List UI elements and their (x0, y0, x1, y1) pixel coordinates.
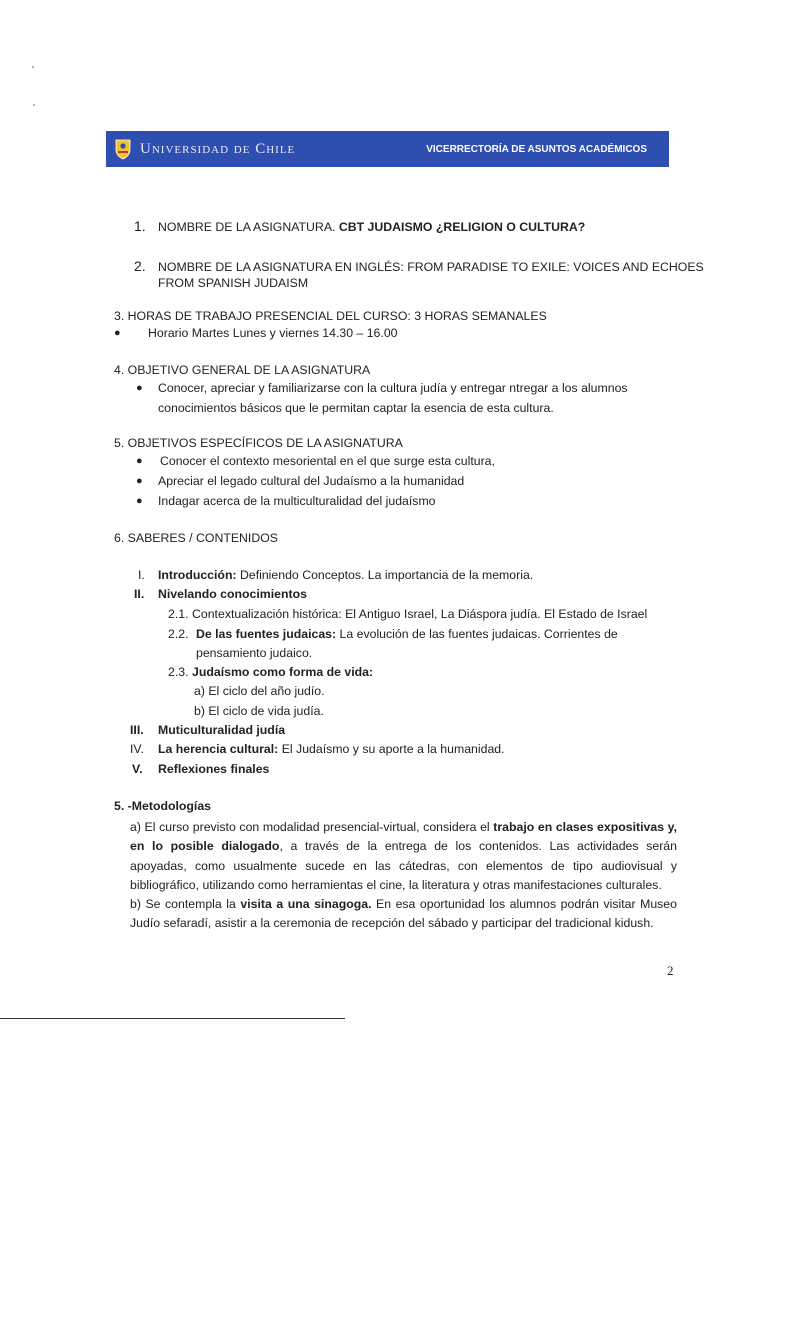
paragraph-text: En esa oportunidad los alumnos podrán visitar Museo Judío sefaradí, asistir a la ceremonia de recepción del sábado y participar del tradicional kidush. (130, 897, 677, 931)
roman-numeral: III. (130, 723, 144, 737)
office-name: VICERRECTORÍA DE ASUNTOS ACADÉMICOS (426, 143, 647, 155)
content-heading: Muticulturalidad judía (158, 723, 286, 737)
subitem-number: 2.2. (168, 627, 189, 641)
content-item-v (132, 761, 269, 778)
section-1 (134, 218, 585, 236)
scan-speck (32, 66, 34, 68)
content-item-i (138, 567, 533, 584)
page-number: 2 (667, 963, 674, 978)
section-number: 1. (134, 218, 146, 234)
content-item-iii (130, 722, 285, 739)
course-name: CBT JUDAISMO ¿RELIGION O CULTURA? (338, 220, 586, 234)
content-text: Definiendo Conceptos. La importancia de la memoria. (236, 568, 534, 582)
content-heading: Reflexiones finales (158, 762, 270, 776)
header-brand (114, 138, 295, 160)
methodology-paragraph-b (130, 895, 677, 934)
specific-objective: Conocer el contexto mesoriental en el que surge esta cultura, (160, 454, 495, 468)
bullet-icon: ● (136, 382, 143, 394)
scan-speck (33, 104, 35, 106)
english-name-line-1: NOMBRE DE LA ASIGNATURA EN INGLÉS: FROM PARADISE TO EXILE: VOICES AND ECHOES (158, 260, 704, 274)
section-4-title: 4. OBJETIVO GENERAL DE LA ASIGNATURA (114, 363, 371, 377)
specific-objective: Indagar acerca de la multiculturalidad del judaísmo (158, 494, 436, 508)
section-label: NOMBRE DE LA ASIGNATURA. (158, 220, 336, 234)
university-crest-icon (114, 138, 132, 160)
bullet-icon: ● (136, 495, 143, 507)
subitem-heading: Judaísmo como forma de vida: (192, 665, 374, 679)
subitem-heading: De las fuentes judaicas: (196, 627, 337, 641)
section-number: 2. (134, 258, 146, 274)
bullet-icon: ● (114, 327, 121, 339)
general-objective-line-2: conocimientos básicos que le permitan captar la esencia de esta cultura. (158, 401, 554, 415)
subitem-number: 2.1. (168, 607, 189, 621)
paragraph-text: a) El curso previsto con modalidad presencial-virtual, considera el (130, 820, 494, 834)
roman-numeral: V. (132, 762, 143, 776)
content-item-iv (130, 741, 505, 758)
content-item-ii (134, 586, 307, 603)
subitem-2-2-continued: pensamiento judaico. (196, 646, 313, 660)
section-6-title: 6. SABERES / CONTENIDOS (114, 531, 278, 545)
specific-objective: Apreciar el legado cultural del Judaísmo a la humanidad (158, 474, 465, 488)
university-name: Universidad de Chile (140, 140, 296, 157)
english-name-line-2: FROM SPANISH JUDAISM (158, 276, 309, 290)
methodology-title: 5. -Metodologías (114, 799, 212, 813)
section-2 (134, 258, 704, 276)
subitem-2-2 (168, 626, 676, 643)
paragraph-emphasis: visita a una sinagoga. (240, 897, 372, 911)
content-heading: La herencia cultural: (158, 742, 279, 756)
subitem-2-3-b: b) El ciclo de vida judía. (194, 704, 324, 718)
paragraph-text: b) Se contempla la (130, 897, 241, 911)
subitem-2-1 (168, 606, 647, 623)
methodology-paragraph-a (130, 818, 677, 896)
section-5-title: 5. OBJETIVOS ESPECÍFICOS DE LA ASIGNATURA (114, 436, 403, 450)
subitem-text: La evolución de las fuentes judaicas. Corrientes de (336, 627, 618, 641)
section-3-title: 3. HORAS DE TRABAJO PRESENCIAL DEL CURSO: 3 HORAS SEMANALES (114, 309, 547, 323)
subitem-text: Contextualización histórica: El Antiguo Israel, La Diáspora judía. El Estado de Israel (192, 607, 648, 621)
schedule: Horario Martes Lunes y viernes 14.30 – 16.00 (148, 326, 398, 340)
footer-rule (0, 1018, 345, 1019)
content-heading: Nivelando conocimientos (158, 587, 307, 601)
roman-numeral: IV. (130, 742, 144, 756)
bullet-icon: ● (136, 455, 143, 467)
subitem-2-3-a: a) El ciclo del año judío. (194, 684, 325, 698)
paragraph-emphasis: trabajo en clases expositivas y, en lo posible dialogado (130, 820, 677, 854)
content-text: El Judaísmo y su aporte a la humanidad. (278, 742, 505, 756)
subitem-2-3 (168, 664, 373, 681)
bullet-icon: ● (136, 475, 143, 487)
roman-numeral: II. (134, 587, 145, 601)
paragraph-text: , a través de la entrega de los contenidos. Las actividades serán apoyadas, como usualmente sucede en las cátedras, con elementos de tipo audiovisual y bibliográfico, utilizando como herramientas el cine, la literatura y otras manifestaciones culturales. (130, 839, 677, 893)
roman-numeral: I. (138, 568, 145, 582)
subitem-number: 2.3. (168, 665, 189, 679)
header-banner (106, 131, 669, 167)
content-heading: Introducción: (158, 568, 237, 582)
general-objective-line-1: Conocer, apreciar y familiarizarse con la cultura judía y entregar ntregar a los alumnos (158, 381, 628, 395)
